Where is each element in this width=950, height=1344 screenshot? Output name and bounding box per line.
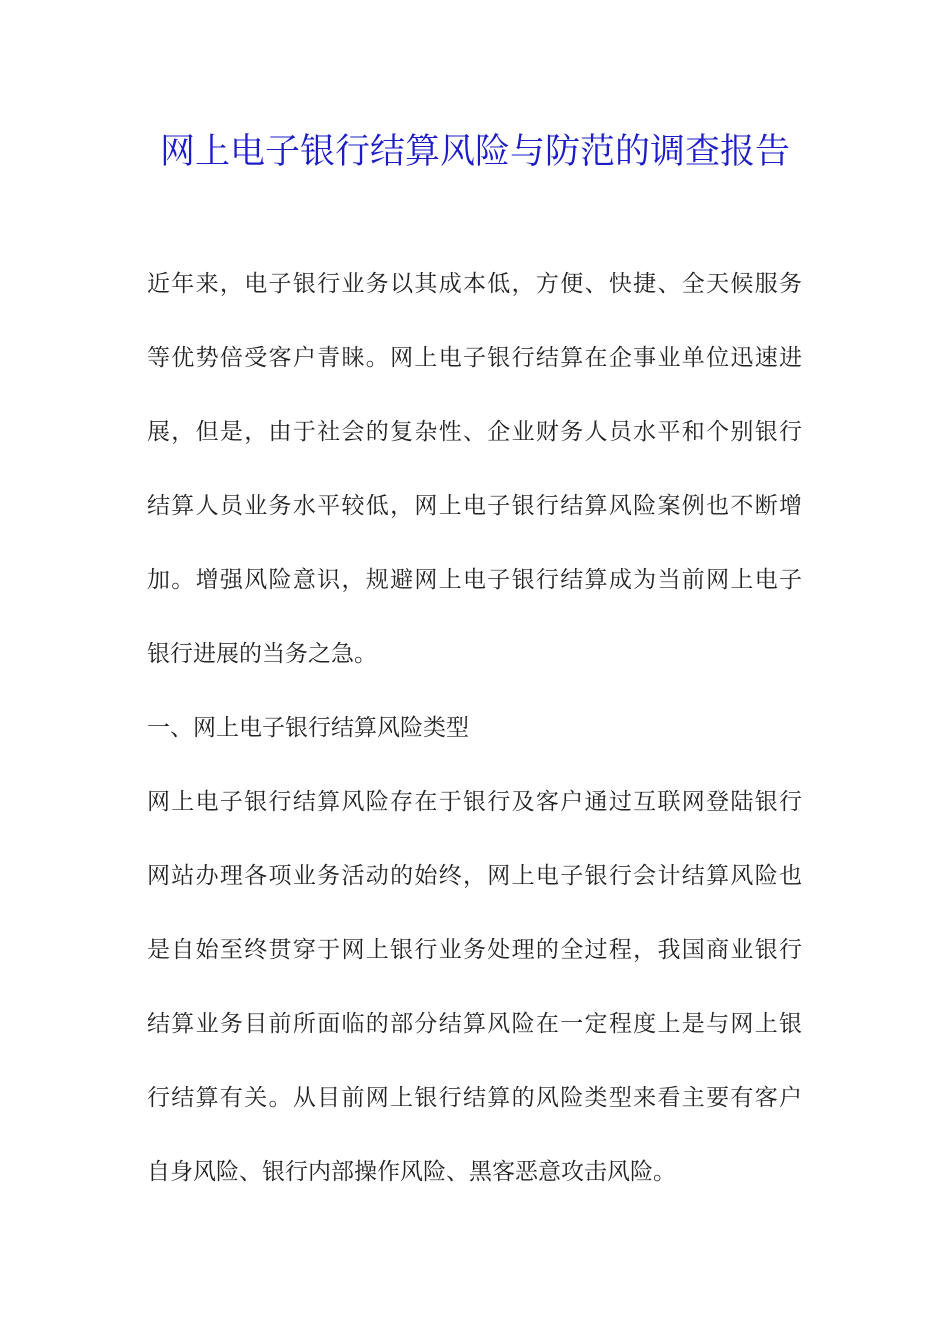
paragraph-2-line-5: 行结算有关。从目前网上银行结算的风险类型来看主要有客户 [147,1085,802,1111]
paragraph-1-line-1: 近年来，电子银行业务以其成本低，方便、快捷、全天候服务 [147,271,802,297]
paragraph-1-line-5: 加。增强风险意识，规避网上电子银行结算成为当前网上电子 [147,567,802,593]
paragraph-2-line-3: 是自始至终贯穿于网上银行业务处理的全过程，我国商业银行 [147,937,802,963]
paragraph-2-line-4: 结算业务目前所面临的部分结算风险在一定程度上是与网上银 [147,1011,802,1037]
paragraph-2-line-1: 网上电子银行结算风险存在于银行及客户通过互联网登陆银行 [147,789,802,815]
paragraph-1-line-4: 结算人员业务水平较低，网上电子银行结算风险案例也不断增 [147,493,802,519]
document-title: 网上电子银行结算风险与防范的调查报告 [159,132,790,172]
section-1-heading: 一、网上电子银行结算风险类型 [147,715,469,741]
paragraph-2-line-6: 自身风险、银行内部操作风险、黑客恶意攻击风险。 [147,1159,676,1185]
paragraph-2-line-2: 网站办理各项业务活动的始终，网上电子银行会计结算风险也 [147,863,802,889]
paragraph-1-line-6: 银行进展的当务之急。 [147,641,377,667]
paragraph-1-line-3: 展，但是，由于社会的复杂性、企业财务人员水平和个别银行 [147,419,802,445]
paragraph-1-line-2: 等优势倍受客户青睐。网上电子银行结算在企事业单位迅速进 [147,345,802,371]
